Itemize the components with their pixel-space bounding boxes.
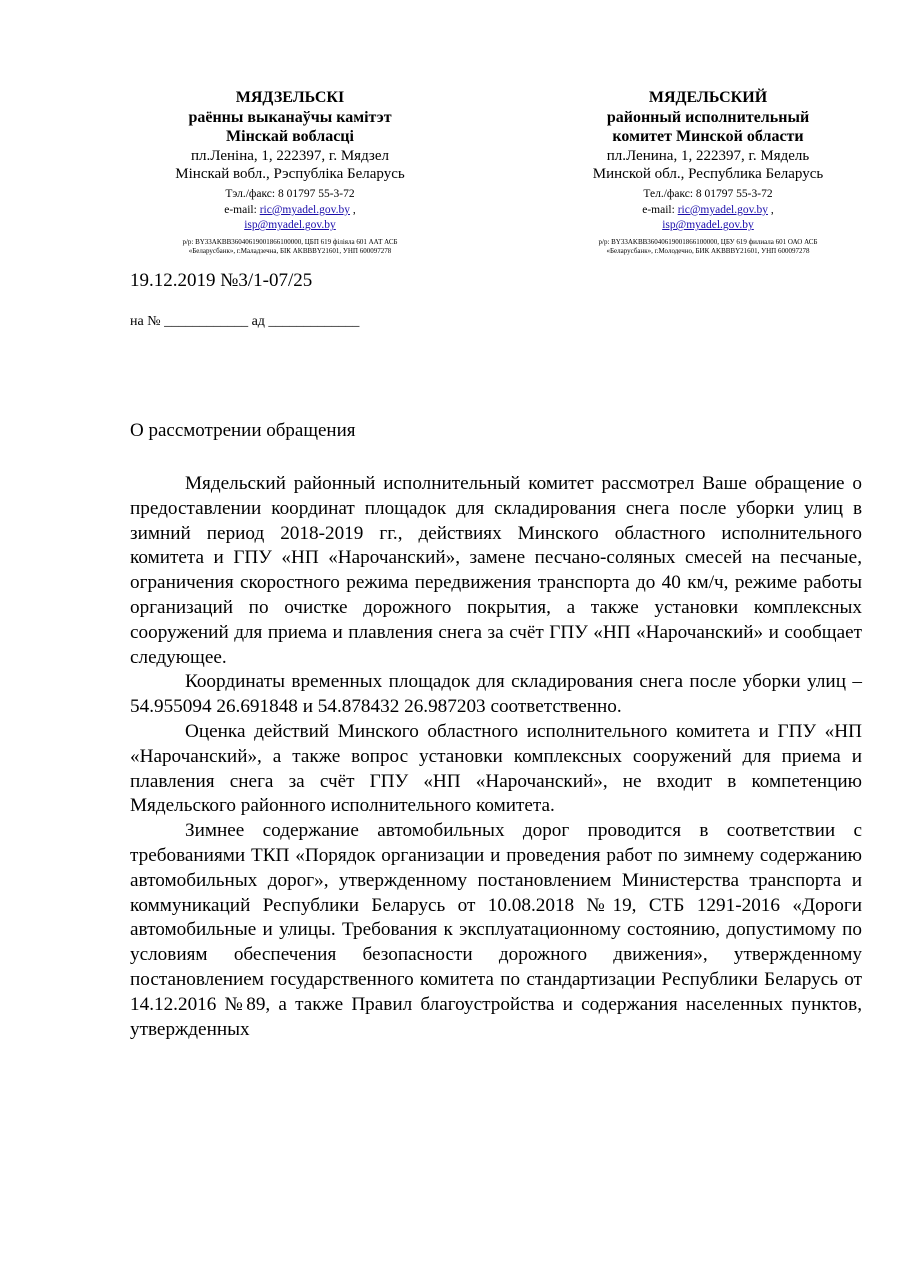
org-name-line1: МЯДЕЛЬСКИЙ [648, 89, 768, 106]
bank-line1: р/р: BY33AKBB36040619001866100000, ЦБП 619 філіяла 601 ААТ АСБ [182, 237, 398, 246]
org-name-line3: Мінскай вобласці [226, 128, 354, 146]
body-paragraph: Оценка действий Минского областного исполнительного комитета и ГПУ «НП «Нарочанский», а также вопрос установки комплексных сооружений для приема и плавления снега за счёт ГПУ «НП «Нарочанский», не входит в компетенцию Мядельского районного исполнительного комитета. [130, 720, 862, 817]
body-paragraph: Зимнее содержание автомобильных дорог проводится в соответствии с требованиями ТКП «Порядок организации и проведения работ по зимнему содержанию автомобильных дорог», утвержденному постановлением Министерства транспорта и коммуникаций Республики Беларусь от 10.08.2018 №19, СТБ 1291-2016 «Дороги автомобильные и улицы. Требования к эксплуатационному состоянию, допустимому по условиям обеспечения безопасности дорожного движения», утвержденному постановлением государственного комитета по стандартизации Республики Беларусь от 14.12.2016 №89, а также Правил благоустройства и содержания населенных пунктов, утвержденных [130, 820, 862, 1040]
body-paragraph: Мядельский районный исполнительный комитет рассмотрел Ваше обращение о предоставлении координат площадок для складирования снега после уборки улиц в зимний период 2018-2019 гг., действиях Минского областного исполнительного комитета и ГПУ «НП «Нарочанский», замене песчано-соляных смесей на песчаные, ограничения скоростного режима передвижения транспорта до 40 км/ч, режиме работы организаций по очистке дорожного покрытия, а также установки комплексных сооружений для приема и плавления снега за счёт ГПУ «НП «Нарочанский» и сообщает следующее. [130, 473, 862, 668]
letter-body [130, 472, 862, 1042]
body-paragraph: Координаты временных площадок для складирования снега после уборки улиц – 54.955094 26.691848 и 54.878432 26.987203 соответственно. [130, 671, 862, 718]
org-name-line2: раённы выканаўчы камітэт [188, 108, 392, 126]
org-name-line3: комитет Минской области [612, 128, 804, 146]
address-line2: Мінскай вобл., Рэспубліка Беларусь [175, 165, 405, 182]
contact-block [538, 187, 878, 234]
email-prefix: e-mail: [642, 203, 678, 216]
reference-line: на № ____________ ад _____________ [130, 314, 360, 329]
contact-block [120, 187, 460, 234]
address-line2: Минской обл., Республика Беларусь [592, 165, 824, 182]
org-name-line2: районный исполнительный [606, 108, 810, 126]
email-link-ric[interactable]: ric@myadel.gov.by [259, 203, 351, 216]
header-belarusian [120, 88, 460, 256]
email-link-ric[interactable]: ric@myadel.gov.by [677, 203, 769, 216]
bank-line2: «Беларусбанк», г.Маладзечна, БІК AKBBBY21601, УНП 600097278 [188, 246, 392, 255]
email-link-isp[interactable]: isp@myadel.gov.by [244, 219, 336, 232]
bank-line2: «Беларусбанк», г.Молодечно, БИК AKBBBY21601, УНП 600097278 [606, 246, 810, 255]
phone: Тэл./факс: 8 01797 55-3-72 [225, 188, 355, 201]
date-and-number: 19.12.2019 №3/1-07/25 [130, 270, 313, 291]
phone: Тел./факс: 8 01797 55-3-72 [643, 188, 773, 201]
email-line-2 [120, 218, 460, 234]
email-link-isp[interactable]: isp@myadel.gov.by [662, 219, 754, 232]
email-line-2 [538, 218, 878, 234]
email-line [538, 203, 878, 219]
bank-details [538, 238, 878, 256]
letter-subject: О рассмотрении обращения [130, 420, 356, 441]
email-line [120, 203, 460, 219]
address-line1: пл.Леніна, 1, 222397, г. Мядзел [191, 147, 389, 164]
header-russian [538, 88, 878, 256]
bank-line1: р/р: BY33AKBB36040619001866100000, ЦБУ 619 филиала 601 ОАО АСБ [598, 237, 818, 246]
email-separator: , [350, 203, 356, 216]
address-line1: пл.Ленина, 1, 222397, г. Мядель [606, 147, 810, 164]
email-separator: , [768, 203, 774, 216]
email-prefix: e-mail: [224, 203, 260, 216]
org-name-line1: МЯДЗЕЛЬСКІ [235, 89, 345, 106]
bank-details [120, 238, 460, 256]
